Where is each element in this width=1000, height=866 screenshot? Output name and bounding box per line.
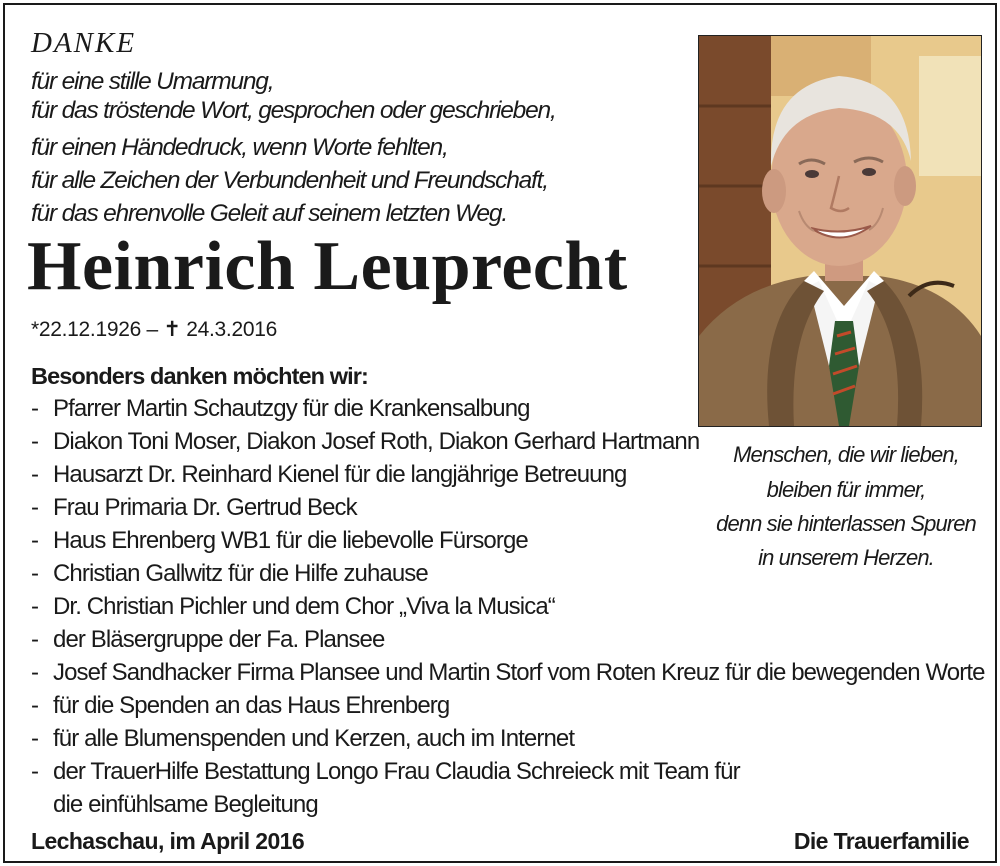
list-dash: - — [31, 527, 39, 554]
list-item — [31, 428, 699, 456]
list-dash: - — [31, 692, 39, 719]
deceased-name: Heinrich Leuprecht — [27, 228, 628, 305]
list-item — [31, 560, 428, 588]
portrait-illustration — [699, 36, 981, 426]
list-dash: - — [31, 626, 39, 653]
signature: Die Trauerfamilie — [793, 828, 969, 854]
list-item — [31, 692, 449, 720]
list-item-text: Diakon Toni Moser, Diakon Josef Roth, Diakon Gerhard Hartmann — [53, 428, 700, 455]
quote-line: in unserem Herzen. — [758, 545, 934, 570]
list-dash: - — [31, 461, 39, 488]
list-item — [31, 725, 574, 753]
list-item — [31, 395, 530, 423]
quote-line: denn sie hinterlassen Spuren — [716, 511, 976, 536]
life-dates: *22.12.1926 – ✝ 24.3.2016 — [31, 318, 277, 341]
list-dash: - — [31, 659, 39, 686]
list-item-text: Frau Primaria Dr. Gertrud Beck — [53, 494, 357, 521]
list-dash: - — [31, 725, 39, 752]
intro-line: für alle Zeichen der Verbundenheit und Freundschaft, — [31, 167, 548, 194]
list-dash: - — [31, 560, 39, 587]
list-item — [31, 626, 384, 654]
list-item — [31, 593, 555, 621]
list-item — [31, 758, 740, 786]
list-item-text: Christian Gallwitz für die Hilfe zuhause — [53, 560, 428, 587]
list-item-text: der TrauerHilfe Bestattung Longo Frau Claudia Schreieck mit Team für — [53, 758, 740, 785]
list-dash: - — [31, 395, 39, 422]
list-item-text: der Bläsergruppe der Fa. Plansee — [53, 626, 385, 653]
list-item — [31, 461, 627, 489]
intro-line: für das ehrenvolle Geleit auf seinem letzten Weg. — [31, 200, 507, 227]
danke-title: DANKE — [31, 27, 137, 59]
quote-line: Menschen, die wir lieben, — [733, 442, 959, 467]
list-dash: - — [31, 758, 39, 785]
intro-line: für einen Händedruck, wenn Worte fehlten, — [31, 134, 448, 161]
list-item-text: für die Spenden an das Haus Ehrenberg — [53, 692, 450, 719]
list-dash: - — [31, 494, 39, 521]
quote-line: bleiben für immer, — [766, 477, 926, 502]
intro-line: für eine stille Umarmung, — [31, 68, 274, 95]
list-dash: - — [31, 593, 39, 620]
obituary-card — [3, 3, 997, 863]
list-dash: - — [31, 428, 39, 455]
list-item-continuation: die einfühlsame Begleitung — [53, 791, 318, 818]
list-item-text: für alle Blumenspenden und Kerzen, auch im Internet — [53, 725, 575, 752]
intro-line: für das tröstende Wort, gesprochen oder geschrieben, — [31, 97, 556, 124]
list-item — [31, 527, 528, 555]
list-item — [31, 494, 357, 522]
place-date: Lechaschau, im April 2016 — [31, 828, 305, 854]
list-item-text: Dr. Christian Pichler und dem Chor „Viva la Musica“ — [53, 593, 555, 620]
list-item — [31, 659, 985, 687]
thanks-heading: Besonders danken möchten wir: — [31, 363, 368, 389]
list-item-text: Haus Ehrenberg WB1 für die liebevolle Fürsorge — [53, 527, 528, 554]
portrait-photo — [698, 35, 982, 427]
list-item-text: Josef Sandhacker Firma Plansee und Martin Storf vom Roten Kreuz für die bewegenden Worte — [53, 659, 985, 686]
list-item-text: Pfarrer Martin Schautzgy für die Krankensalbung — [53, 395, 530, 422]
list-item-text: Hausarzt Dr. Reinhard Kienel für die langjährige Betreuung — [53, 461, 627, 488]
